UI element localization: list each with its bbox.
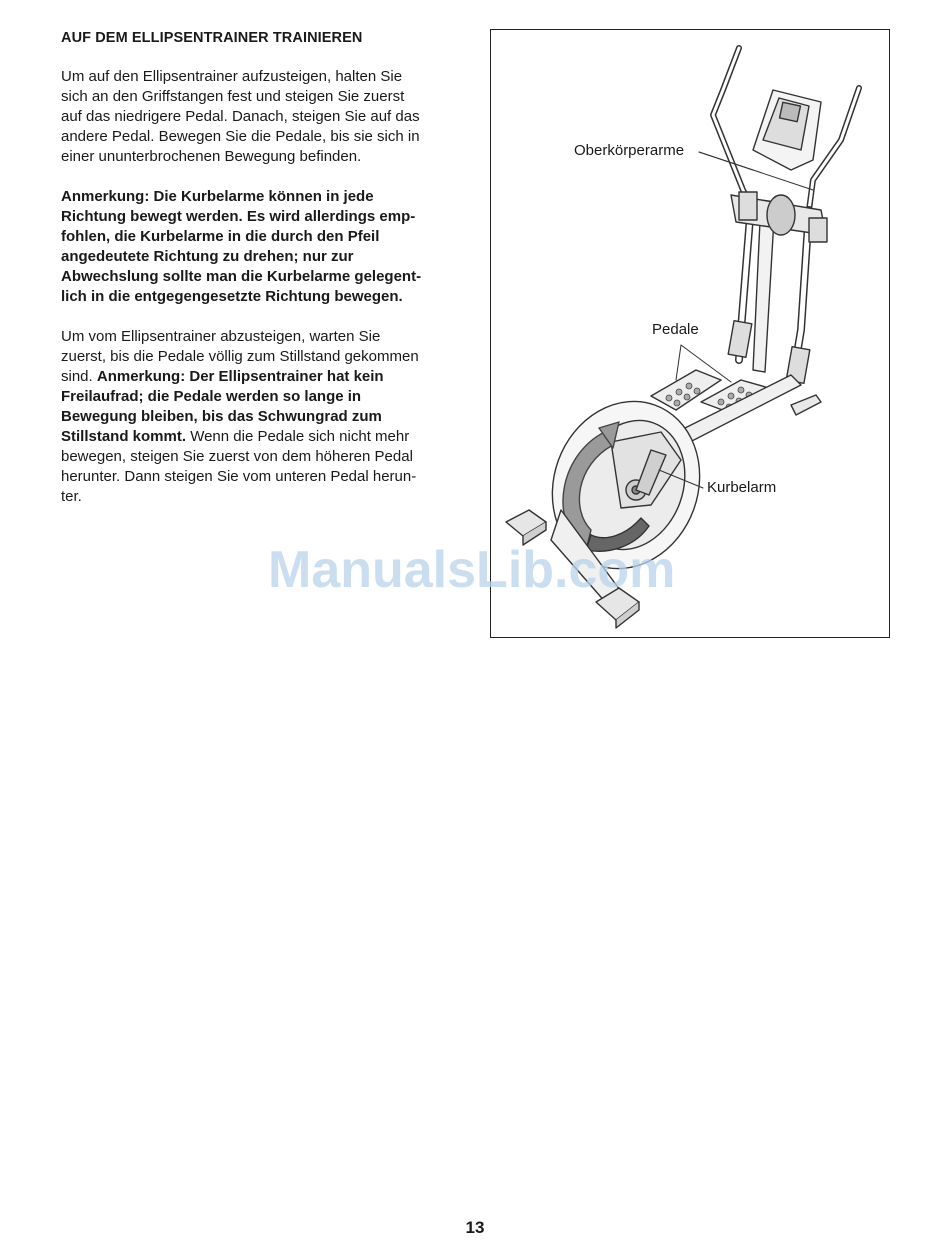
crank-direction-note: Anmerkung: Die Kurbelarme können in jede Richtung bewegt werden. Es wird allerdings emp- fohlen, die Kurbelarme in die durch den Pfeil angedeutete Richtung zu drehen; nur zur Abwechslung sollte man die Kurbelarme gelegent- lich in die entgegengesetzte Richtung bewegen.: [61, 188, 422, 305]
dismount-text-1: Um vom Ellipsentrainer abzusteigen, warten Sie zuerst, bis die Pedale völlig zum Stillstand gekommen sind.: [61, 328, 419, 385]
section-heading: AUF DEM ELLIPSENTRAINER TRAINIEREN: [61, 30, 363, 46]
label-crank-arm: Kurbelarm: [707, 479, 777, 496]
dismount-text-2: Wenn die Pedale sich nicht mehr bewegen, steigen Sie zuerst von dem höheren Pedal herunter. Dann steigen Sie vom unteren Pedal herun- ter.: [61, 428, 417, 505]
mounting-paragraph: Um auf den Ellipsentrainer aufzusteigen, halten Sie sich an den Griffstangen fest und steigen Sie zuerst auf das niedrigere Pedal. Danach, steigen Sie auf das andere Pedal. Bewegen Sie die Pedale, bis sie sich in einer ununterbrochenen Bewegung befinden.: [61, 68, 420, 165]
instructions-column: [61, 28, 466, 527]
page-number: 13: [465, 1218, 485, 1237]
watermark: ManualsLib.com: [268, 541, 676, 599]
dismounting-paragraph: [61, 327, 466, 507]
label-pedals: Pedale: [652, 321, 699, 338]
label-upper-body-arms: Oberkörperarme: [574, 142, 685, 159]
freewheel-note: Anmerkung: Der Ellipsentrainer hat kein Freilaufrad; die Pedale werden so lange in Bewegung bleiben, bis das Schwungrad zum Stillstand kommt.: [61, 368, 384, 445]
